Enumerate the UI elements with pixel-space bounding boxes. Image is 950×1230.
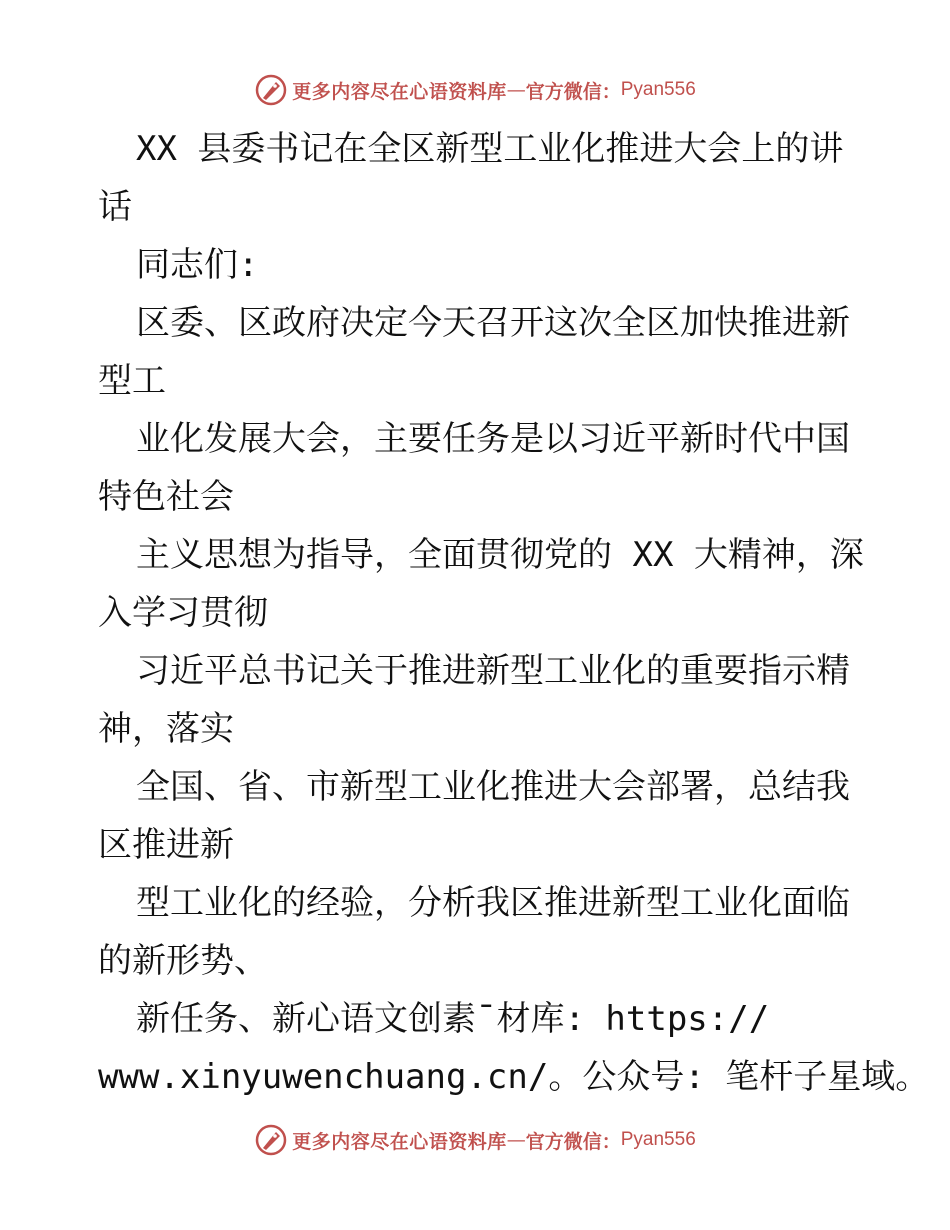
banner-wechat-id: Pyan556 xyxy=(620,1129,696,1150)
doc-line: 主义思想为指导，全面贯彻党的 XX 大精神，深 xyxy=(136,535,864,575)
document-body xyxy=(98,120,930,1106)
banner-dash: — xyxy=(506,79,526,101)
pen-nib-logo-icon xyxy=(254,1123,288,1157)
doc-line: 神，落实 xyxy=(98,709,234,749)
banner-dash: — xyxy=(506,1129,526,1151)
banner-wechat-id: Pyan556 xyxy=(620,79,696,100)
doc-line: 型工 xyxy=(98,361,166,401)
doc-line: 的新形势、 xyxy=(98,941,268,981)
doc-line: 入学习贯彻 xyxy=(98,593,268,633)
doc-line: 新任务、新心语文创素¯材库: https:// xyxy=(136,999,770,1039)
doc-line: 型工业化的经验，分析我区推进新型工业化面临 xyxy=(136,883,850,923)
doc-line: 习近平总书记关于推进新型工业化的重要指示精 xyxy=(136,651,850,691)
doc-line: 区推进新 xyxy=(98,825,234,865)
doc-line: 区委、区政府决定今天召开这次全区加快推进新 xyxy=(136,303,850,343)
doc-line: www.xinyuwenchuang.cn/。公众号: 笔杆子星域。 xyxy=(98,1057,930,1097)
banner-wechat-label: 官方微信： xyxy=(525,80,621,103)
banner-wechat-label: 官方微信： xyxy=(525,1130,621,1153)
doc-line: XX 县委书记在全区新型工业化推进大会上的讲 xyxy=(136,129,844,169)
banner-slogan: 更多内容尽在心语资料库 xyxy=(292,1130,507,1153)
doc-line: 业化发展大会，主要任务是以习近平新时代中国 xyxy=(136,419,850,459)
footer-banner xyxy=(0,1120,950,1160)
doc-line: 话 xyxy=(98,187,132,227)
pen-nib-logo-icon xyxy=(254,73,288,107)
header-banner xyxy=(0,70,950,110)
doc-line: 同志们: xyxy=(136,245,259,285)
banner-slogan: 更多内容尽在心语资料库 xyxy=(292,80,507,103)
doc-line: 全国、省、市新型工业化推进大会部署，总结我 xyxy=(136,767,850,807)
doc-line: 特色社会 xyxy=(98,477,234,517)
